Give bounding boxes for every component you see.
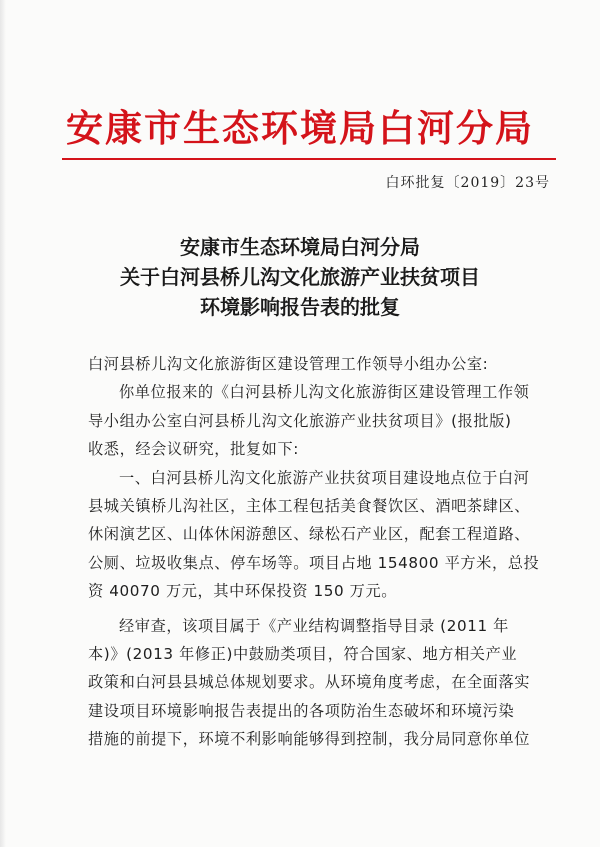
p3-line-1: 经审查，该项目属于《产业结构调整指导目录 (2011 年 (119, 616, 509, 635)
document-number: 白环批复〔2019〕23号 (385, 175, 550, 191)
p2-line-3: 休闲演艺区、山体休闲游憩区、绿松石产业区，配套工程道路、 (88, 525, 531, 544)
document-body (88, 350, 542, 753)
paragraph-line (88, 640, 542, 668)
paragraph-line (88, 725, 542, 753)
p3-line-2: 本)》(2013 年修正)中鼓励类项目，符合国家、地方相关产业 (88, 644, 518, 663)
p2-line-2: 县城关镇桥儿沟社区，主体工程包括美食餐饮区、酒吧茶肆区、 (88, 496, 531, 515)
paragraph-line (88, 612, 542, 640)
p2-line-1: 一、白河县桥儿沟文化旅游产业扶贫项目建设地点位于白河 (119, 468, 530, 487)
p2-line-5: 资 40070 万元，其中环保投资 150 万元。 (88, 582, 398, 601)
p1-line-3: 收悉，经会议研究，批复如下: (88, 440, 299, 459)
paragraph-line (88, 520, 542, 548)
title-line-2: 关于白河县桥儿沟文化旅游产业扶贫项目 (120, 265, 480, 289)
p3-line-5: 措施的前提下，环境不利影响能够得到控制，我分局同意你单位 (88, 730, 531, 749)
paragraph-line (88, 549, 542, 577)
paragraph-line (88, 492, 542, 520)
paragraph-line (88, 464, 542, 492)
addressee-text: 白河县桥儿沟文化旅游街区建设管理工作领导小组办公室: (88, 355, 489, 373)
title-line-3: 环境影响报告表的批复 (200, 295, 400, 319)
document-title (0, 232, 600, 322)
letterhead-red-rule (62, 158, 556, 160)
paragraph-line (88, 407, 542, 435)
paragraph-line (88, 378, 542, 406)
p1-line-2: 导小组办公室白河县桥儿沟文化旅游产业扶贫项目》(报批版) (88, 411, 512, 430)
paragraph-line (88, 697, 542, 725)
paragraph-line (88, 435, 542, 463)
title-line-1: 安康市生态环境局白河分局 (180, 235, 420, 259)
addressee (88, 350, 542, 378)
p1-line-1: 你单位报来的《白河县桥儿沟文化旅游街区建设管理工作领 (119, 383, 530, 402)
agency-letterhead: 安康市生态环境局白河分局 (66, 106, 534, 150)
p3-line-3: 政策和白河县县城总体规划要求。从环境角度考虑，在全面落实 (88, 673, 531, 692)
paragraph-line (88, 577, 542, 605)
paragraph-line (88, 668, 542, 696)
p2-line-4: 公厕、垃圾收集点、停车场等。项目占地 154800 平方米，总投 (88, 553, 540, 572)
p3-line-4: 建设项目环境影响报告表提出的各项防治生态破坏和环境污染 (88, 701, 515, 720)
